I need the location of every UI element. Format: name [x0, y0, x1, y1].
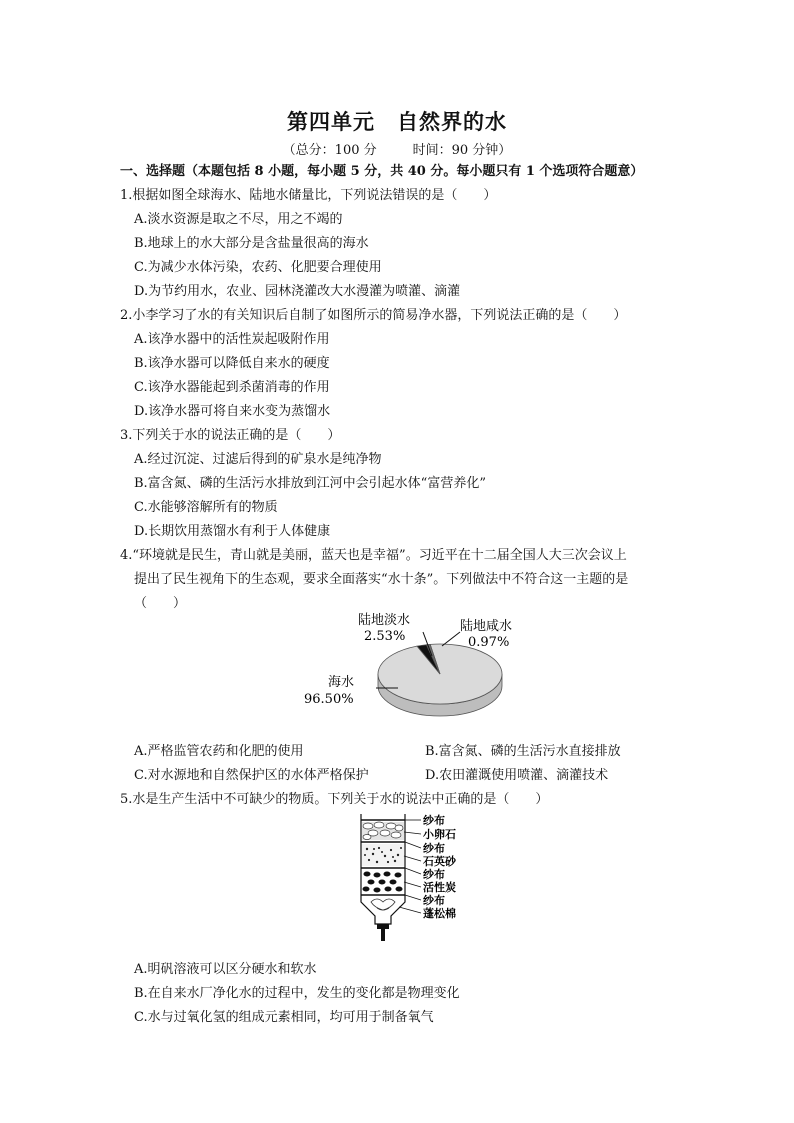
question-3-option-b: B.富含氮、磷的生活污水排放到江河中会引起水体“富营养化”: [134, 476, 486, 491]
question-1-option-c: C.为减少水体污染，农药、化肥要合理使用: [134, 260, 382, 275]
label-gauze-4: 纱布: [423, 894, 445, 907]
question-5-option-c: C.水与过氧化氢的组成元素相同，均可用于制备氧气: [134, 1010, 434, 1025]
label-pebbles: 小卵石: [423, 828, 456, 841]
pie-value-salt-water: 0.97%: [468, 635, 510, 650]
question-2-option-c: C.该净水器能起到杀菌消毒的作用: [134, 380, 330, 395]
activated-carbon-layer: [363, 872, 403, 893]
title-unit: 第四单元: [287, 109, 375, 134]
question-5-stem: 5.水是生产生活中不可缺少的物质。下列关于水的说法中正确的是（ ）: [120, 792, 549, 807]
water-purifier-diagram: [355, 812, 475, 947]
question-4-option-a: A.严格监管农药和化肥的使用: [134, 744, 304, 759]
title-topic: 自然界的水: [397, 109, 507, 134]
pebble-layer: [362, 822, 404, 840]
question-3-option-c: C.水能够溶解所有的物质: [134, 500, 278, 515]
question-2-option-a: A.该净水器中的活性炭起吸附作用: [134, 332, 330, 347]
question-5-option-a: A.明矾溶液可以区分硬水和软水: [134, 962, 317, 977]
pie-value-sea-water: 96.50%: [304, 692, 354, 707]
label-gauze-1: 纱布: [423, 814, 445, 827]
question-4-stem-line-3: （ ）: [134, 596, 187, 611]
question-4-option-d: D.农田灌溉使用喷灌、滴灌技术: [425, 768, 609, 783]
exam-meta: [0, 139, 794, 158]
exam-time: 时间：90 分钟）: [412, 143, 512, 158]
question-5-option-b: B.在自来水厂净化水的过程中，发生的变化都是物理变化: [134, 986, 460, 1001]
question-3-option-a: A.经过沉淀、过滤后得到的矿泉水是纯净物: [134, 452, 382, 467]
water-distribution-pie-chart: [290, 610, 540, 730]
question-1-stem: 1.根据如图全球海水、陆地水储量比，下列说法错误的是（ ）: [120, 188, 497, 203]
purifier-outlet: [377, 924, 389, 941]
label-activated-carbon: 活性炭: [423, 881, 456, 894]
quartz-sand-layer: [362, 844, 404, 866]
question-2-option-b: B.该净水器可以降低自来水的硬度: [134, 356, 330, 371]
question-4-stem-line-2: 提出了民生视角下的生态观，要求全面落实“水十条”。下列做法中不符合这一主题的是: [134, 572, 629, 587]
label-quartz-sand: 石英砂: [423, 855, 456, 868]
question-3-option-d: D.长期饮用蒸馏水有利于人体健康: [134, 524, 331, 539]
pie-label-fresh-water: 陆地淡水: [358, 613, 411, 628]
section-heading: 一、选择题（本题包括 8 小题，每小题 5 分，共 40 分。每小题只有 1 个选项符合题意）: [120, 164, 644, 179]
pie-label-sea-water: 海水: [328, 675, 355, 690]
question-2-stem: 2.小李学习了水的有关知识后自制了如图所示的简易净水器，下列说法正确的是（ ）: [120, 308, 627, 323]
question-2-option-d: D.该净水器可将自来水变为蒸馏水: [134, 404, 331, 419]
question-1-option-b: B.地球上的水大部分是含盐量很高的海水: [134, 236, 369, 251]
label-cotton: 蓬松棉: [423, 907, 456, 920]
question-1-option-a: A.淡水资源是取之不尽，用之不竭的: [134, 212, 343, 227]
question-1-option-d: D.为节约用水，农业、园林浇灌改大水漫灌为喷灌、滴灌: [134, 284, 461, 299]
question-4-option-c: C.对水源地和自然保护区的水体严格保护: [134, 768, 369, 783]
pie-leader-salt: [442, 632, 460, 646]
label-gauze-3: 纱布: [423, 868, 445, 881]
question-4-option-b: B.富含氮、磷的生活污水直接排放: [425, 744, 621, 759]
cotton-layer: [371, 899, 395, 910]
question-3-stem: 3.下列关于水的说法正确的是（ ）: [120, 428, 341, 443]
total-score: （总分：100 分: [282, 143, 377, 158]
page-title: [0, 106, 794, 136]
pie-value-fresh-water: 2.53%: [364, 629, 406, 644]
label-gauze-2: 纱布: [423, 842, 445, 855]
pie-label-salt-water: 陆地咸水: [460, 619, 513, 634]
question-4-stem-line-1: 4.“环境就是民生，青山就是美丽，蓝天也是幸福”。习近平在十二届全国人大三次会议上: [120, 548, 627, 563]
